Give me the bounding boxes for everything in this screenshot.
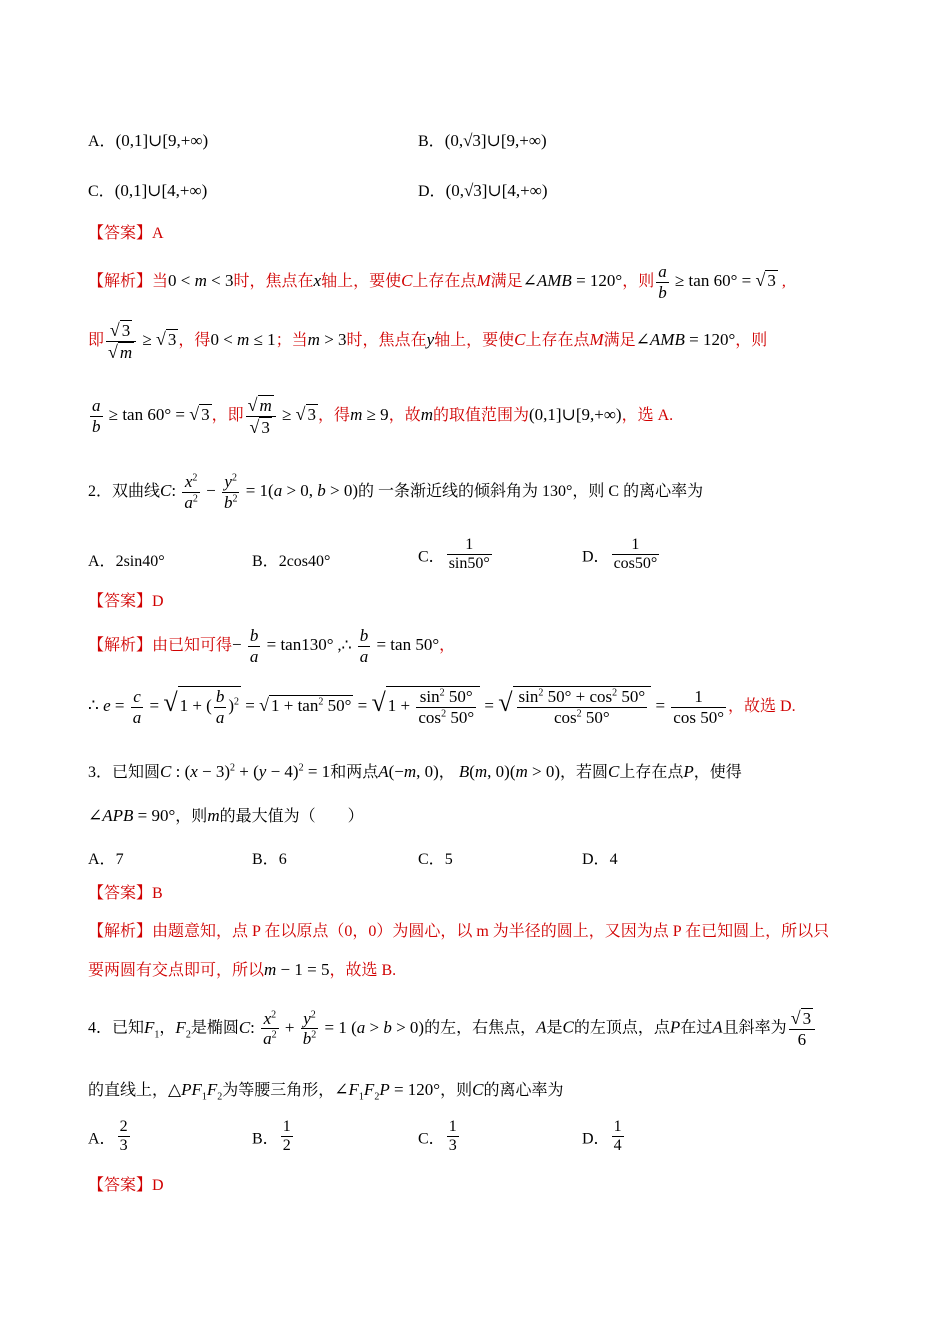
q1-analysis-line1: 【解析】当0 < m < 3时，焦点在x轴上，要使C上存在点M满足∠AMB = 120°，则 $\frac{a}{b}$ ≥ tan 60° = √ 3 , (88, 262, 786, 302)
q1-analysis-line2: 即 $\frac{√ 3}{√ m}$ ≥ √ 3 ，得0 < m ≤ 1；当m > 3时，焦点在y轴上，要使C上存在点M满足∠AMB = 120°，则 (88, 320, 768, 362)
q4-option-c[interactable]: C． $\frac{1}{3}$ (418, 1118, 457, 1155)
q3-option-b[interactable]: B．6 (252, 851, 287, 868)
q3-option-c[interactable]: C．5 (418, 851, 453, 868)
q4-option-d[interactable]: D． $\frac{1}{4}$ (582, 1118, 622, 1155)
q3-option-a[interactable]: A．7 (88, 851, 124, 868)
q3-option-d[interactable]: D．4 (582, 851, 618, 868)
q3-answer: 【答案】B (88, 885, 163, 902)
q2-analysis-line1: 【解析】由已知可得− $\frac{b}{a}$ = tan130° ,∴ $\frac{b}{a}$ = tan 50°， (88, 626, 456, 666)
q2-option-a[interactable]: A．2sin40° (88, 553, 165, 570)
q3-analysis-line2: 要两圆有交点即可，所以m − 1 = 5，故选 B. (88, 960, 397, 979)
q1-answer: 【答案】A (88, 225, 164, 242)
q4-stem-line1: 4．已知$F_1$，$F_2$是椭圆C: $\frac{x^2}{a^2}$ + $\frac{y^2}{b^2}$ = 1 (a > b > 0)的左，右焦点，A是C的左顶点，点P在过A且斜率为 $\frac{√ 3}{6}$ (88, 1008, 817, 1049)
q1-option-c[interactable]: C．(0,1]∪[4,+∞) (88, 181, 208, 200)
q2-option-b[interactable]: B．2cos40° (252, 553, 331, 570)
q1-option-a[interactable]: A．(0,1]∪[9,+∞) (88, 131, 209, 150)
q3-stem-line2: ∠APB = 90°，则m的最大值为（ ） (88, 806, 364, 825)
q2-stem: 2．双曲线C: $\frac{x^2}{a^2}$ − $\frac{y^2}{b^2}$ = 1(a > 0, b > 0)的 一条渐近线的倾斜角为 130°，则 C 的离心率为 (88, 472, 704, 512)
q1-option-b[interactable]: B．(0,√3]∪[9,+∞) (418, 131, 547, 150)
q2-option-d[interactable]: D． $\frac{1}{\cos 50^\circ}$ (582, 536, 658, 573)
q2-analysis-line2: ∴ e = $\frac{c}{a}$ = √ 1 + ( $\frac{b}{a}$ )$^2$ = √ $1 + \tan^2 50^\circ$ = √ 1 + $\frac{\sin^2 50^\circ}{\cos^2 50^\circ}$ = √ $\frac{\sin^2 50^\circ + \cos^2 50^\circ}{\cos^2 50^\circ}$ = $\frac{1}{\cos 50^\circ}$ ，故选 D. (88, 687, 796, 727)
q1-analysis-line3: $\frac{a}{b}$ ≥ tan 60° = √ 3 ，即 $\frac{√ m}{√ 3}$ ≥ √ 3 ，得m ≥ 9，故m的取值范围为(0,1]∪[9,+∞)，选 A. (92, 395, 674, 437)
q4-option-b[interactable]: B． $\frac{1}{2}$ (252, 1118, 291, 1155)
q2-option-c[interactable]: C． $\frac{1}{\sin 50^\circ}$ (418, 536, 490, 573)
q2-answer: 【答案】D (88, 593, 164, 610)
q4-option-a[interactable]: A． $\frac{2}{3}$ (88, 1118, 128, 1155)
q4-answer: 【答案】D (88, 1177, 164, 1194)
q3-stem-line1: 3．已知圆C : $(x - 3)^2 + (y - 4)^2 = 1$和两点A(−m, 0)， B(m, 0)(m > 0)，若圆C上存在点P，使得 (88, 762, 742, 781)
q3-analysis-line1: 【解析】由题意知，点 P 在以原点（0，0）为圆心，以 m 为半径的圆上，又因为点 P 在已知圆上，所以只 (88, 923, 830, 940)
q4-stem-line2: 的直线上，$\triangle PF_1F_2$为等腰三角形，$\angle F_1F_2P = 120^\circ$，则C的离心率为 (88, 1080, 564, 1103)
q1-option-d[interactable]: D．(0,√3]∪[4,+∞) (418, 181, 548, 200)
